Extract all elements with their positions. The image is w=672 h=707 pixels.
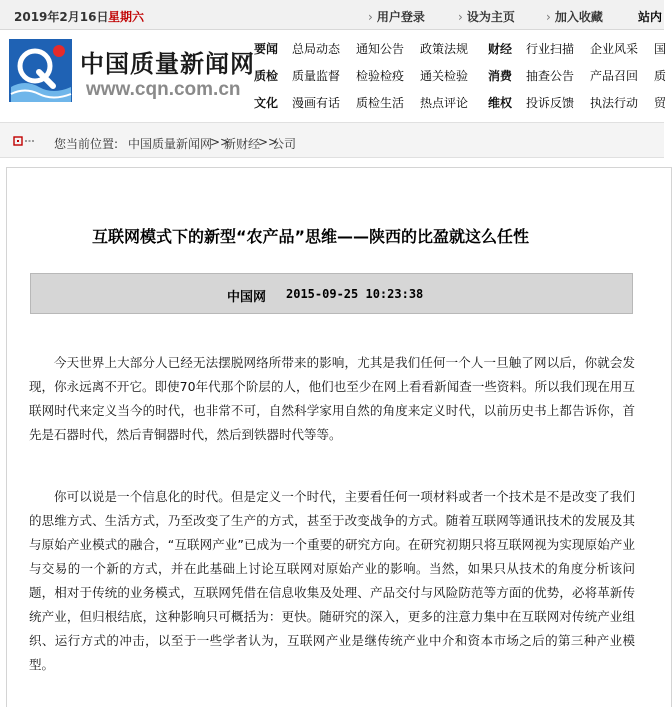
breadcrumb-finance[interactable]: 新财经: [224, 137, 261, 151]
nav-item[interactable]: 贸: [654, 96, 667, 110]
set-homepage-link[interactable]: › 设为主页: [458, 10, 515, 24]
site-name[interactable]: 中国质量新闻网: [80, 50, 255, 78]
nav-item[interactable]: 漫画有话: [292, 96, 341, 110]
chevron-right-icon: ›: [458, 10, 463, 24]
breadcrumb-label: 您当前位置:: [54, 137, 119, 151]
breadcrumb-home[interactable]: 中国质量新闻网: [128, 137, 213, 151]
nav-item-xiaofei[interactable]: 消费: [488, 69, 513, 83]
location-icon: [13, 135, 37, 147]
article-title: 互联网模式下的新型“农产品”思维——陕西的比盈就这么任性: [92, 227, 530, 246]
add-favorite-link[interactable]: › 加入收藏: [546, 10, 603, 24]
site-domain[interactable]: www.cqn.com.cn: [86, 79, 241, 100]
breadcrumb-separator: >>: [258, 135, 279, 149]
current-weekday: 星期六: [108, 10, 145, 24]
nav-item[interactable]: 质量监督: [292, 69, 341, 83]
nav-item-caijing[interactable]: 财经: [488, 42, 513, 56]
current-date: 2019年2月16日: [14, 10, 109, 24]
nav-item[interactable]: 质: [654, 69, 667, 83]
nav-item[interactable]: 企业风采: [590, 42, 639, 56]
nav-item[interactable]: 通知公告: [356, 42, 405, 56]
article-source: 中国网: [227, 290, 267, 305]
nav-item[interactable]: 通关检验: [420, 69, 469, 83]
nav-item[interactable]: 抽查公告: [526, 69, 575, 83]
article-time: 2015-09-25 10:23:38: [286, 287, 424, 301]
site-nav-link[interactable]: 站内: [638, 10, 663, 24]
site-header: [0, 31, 667, 115]
nav-item[interactable]: 行业扫描: [526, 42, 575, 56]
top-bar: [0, 0, 664, 30]
site-logo[interactable]: [9, 39, 72, 102]
nav-item-weiquan[interactable]: 维权: [488, 96, 513, 110]
breadcrumb: [0, 122, 664, 158]
chevron-right-icon: ›: [368, 10, 373, 24]
article-meta: [30, 273, 633, 314]
chevron-right-icon: ›: [546, 10, 551, 24]
article-paragraph: 今天世界上大部分人已经无法摆脱网络所带来的影响，尤其是我们任何一个人一旦触了网以后，你就会发现，你永远离不开它。即使70年代那个阶层的人，他们也至少在网上看看新闻查一些资料。所以我们现在用互联网时代来定义当今的时代，也非常不可，自然科学家用自然的角度来定义时代，以前历史书上都告诉你，首先是石器时代，然后青铜器时代，然后到铁器时代等等。: [29, 355, 635, 442]
breadcrumb-company[interactable]: 公司: [272, 137, 297, 151]
nav-item[interactable]: 执法行动: [590, 96, 639, 110]
breadcrumb-separator: >>: [210, 135, 231, 149]
nav-item[interactable]: 投诉反馈: [526, 96, 575, 110]
logo-icon: [9, 39, 72, 102]
login-link[interactable]: › 用户登录: [368, 10, 425, 24]
nav-item-yaowen[interactable]: 要闻: [254, 42, 279, 56]
nav-item-wenhua[interactable]: 文化: [254, 96, 279, 110]
nav-item[interactable]: 政策法规: [420, 42, 469, 56]
nav-item[interactable]: 产品召回: [590, 69, 639, 83]
nav-item[interactable]: 质检生活: [356, 96, 405, 110]
nav-item[interactable]: 国: [654, 42, 667, 56]
nav-item-zhijian[interactable]: 质检: [254, 69, 279, 83]
article-paragraph: 你可以说是一个信息化的时代。但是定义一个时代，主要看任何一项材料或者一个技术是不是改变了我们的思维方式、生活方式，乃至改变了生产的方式，甚至于改变战争的方式。随着互联网等通讯技术的发展及其与原始产业模式的融合，“互联网产业”已成为一个重要的研究方向。在研究初期只将互联网视为实现原始产业与交易的一个新的方式，并在此基础上讨论互联网对原始产业的影响。当然，如果只从技术的角度分析该问题，相对于传统的业务模式，互联网凭借在信息收集及处理、产品交付与风险防范等方面的优势，必将革新传统产业，但归根结底，这种影响只可概括为：更快。随研究的深入，更多的注意力集中在互联网对传统产业组织、运行方式的冲击，以至于一些学者认为，互联网产业是继传统产业中介和资本市场之后的第三种产业模型。: [29, 489, 635, 672]
nav-item[interactable]: 热点评论: [420, 96, 469, 110]
nav-item[interactable]: 检验检疫: [356, 69, 405, 83]
nav-item[interactable]: 总局动态: [292, 42, 341, 56]
